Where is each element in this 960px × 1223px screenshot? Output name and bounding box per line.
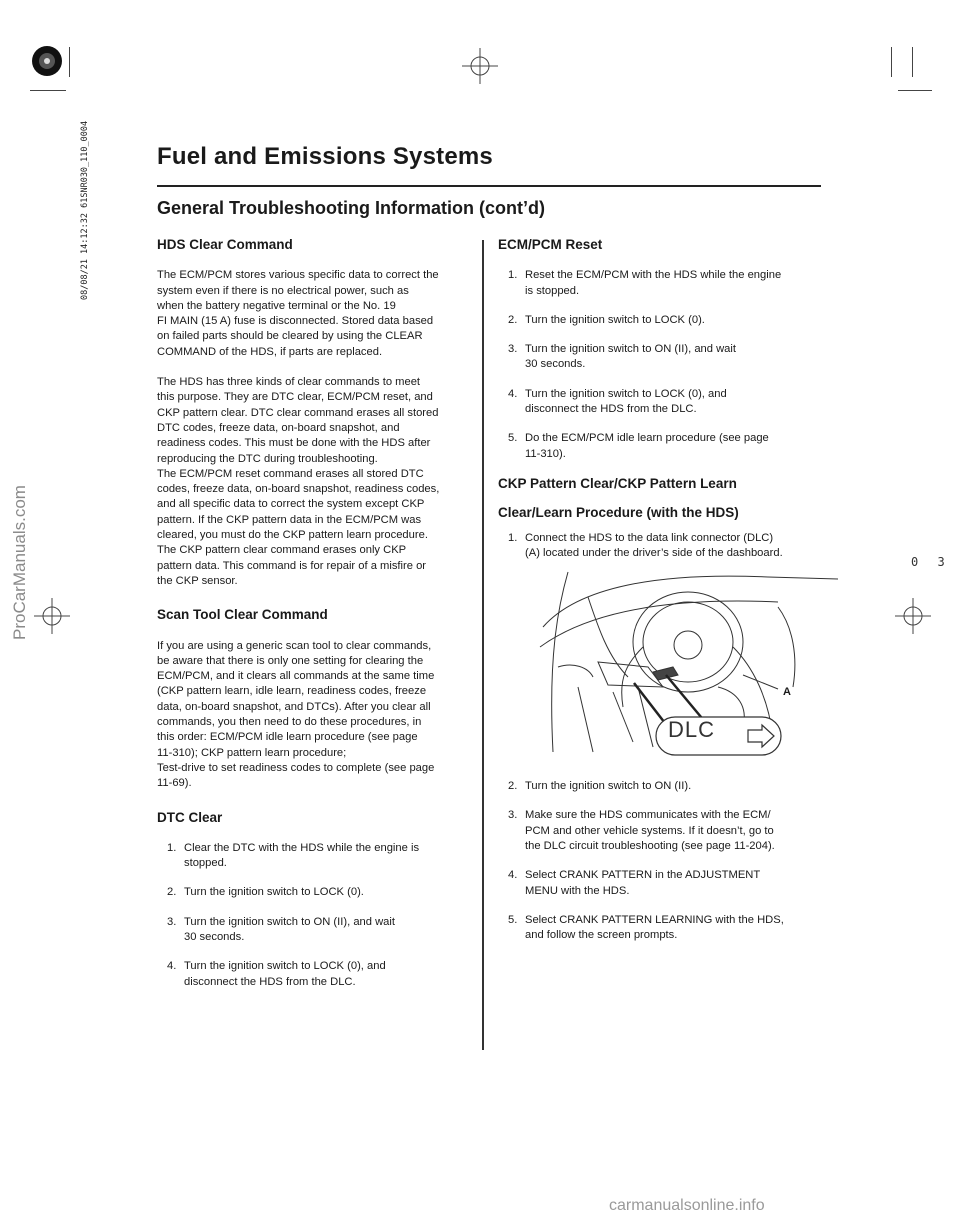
registration-crosshair-left bbox=[34, 598, 70, 634]
hds-clear-paragraph-1: The ECM/PCM stores various specific data to correct the system even if there is no electrical power, such as when the battery negative terminal or the No. 19 FI MAIN (15 A) fuse is disconnected. Stored data based on failed parts should be cleared by using the CLEAR COMMAND of the HDS, if parts are replaced. bbox=[157, 269, 439, 358]
dtc-clear-steps bbox=[167, 841, 472, 990]
list-item: 2. Turn the ignition switch to LOCK (0). bbox=[508, 313, 705, 326]
section-title: General Troubleshooting Information (cont’d) bbox=[157, 198, 545, 218]
registration-mark-top-left bbox=[30, 44, 64, 78]
crop-mark bbox=[912, 47, 913, 77]
registration-crosshair-right bbox=[895, 598, 931, 634]
list-item: 3. Turn the ignition switch to ON (II), and wait 30 seconds. bbox=[508, 343, 736, 371]
side-watermark: ProCarManuals.com bbox=[10, 485, 29, 640]
ckp-subheading: Clear/Learn Procedure (with the HDS) bbox=[498, 505, 739, 521]
list-item: 4. Turn the ignition switch to LOCK (0), and disconnect the HDS from the DLC. bbox=[508, 387, 727, 416]
dlc-label: DLC bbox=[668, 717, 716, 743]
list-item: 1. Reset the ECM/PCM with the HDS while the engine is stopped. bbox=[508, 269, 782, 297]
list-item: 5. Do the ECM/PCM idle learn procedure (see page 11-310). bbox=[508, 432, 769, 460]
hds-clear-paragraph-2: The HDS has three kinds of clear commands to meet this purpose. They are DTC clear, ECM/PCM reset, and CKP pattern clear. DTC clear command erases all stored DTC codes, freeze data, on-board snapshot, and readiness codes. This must be done with the HDS after reproducing the DTC during troubleshooting. The ECM/PCM reset command erases all stored DTC codes, freeze data, on-board snapshot, readiness codes, and all specific data to correct the system except CKP pattern. If the CKP pattern data in the ECM/PCM was cleared, you must do the CKP pattern learn procedure. The CKP pattern clear command erases only CKP pattern data. This command is for repair of a misfire or the CKP sensor. bbox=[157, 376, 440, 587]
bottom-watermark: carmanualsonline.info bbox=[609, 1197, 765, 1214]
header-rule bbox=[157, 185, 821, 187]
chapter-title: Fuel and Emissions Systems bbox=[157, 143, 493, 170]
ecm-reset-heading: ECM/PCM Reset bbox=[498, 237, 603, 252]
list-item: 1. Connect the HDS to the data link connector (DLC) (A) located under the driver’s side of the dashboard. bbox=[508, 531, 783, 559]
list-item: 1. Clear the DTC with the HDS while the engine is stopped. bbox=[167, 841, 420, 870]
scan-tool-heading: Scan Tool Clear Command bbox=[157, 607, 328, 623]
crop-mark bbox=[891, 47, 892, 77]
list-item: 3. Make sure the HDS communicates with the ECM/ PCM and other vehicle systems. If it doesn’t, go to the DLC circuit troubleshooting (see page 11-204). bbox=[508, 809, 775, 853]
list-item: 2. Turn the ignition switch to ON (II). bbox=[508, 780, 692, 793]
column-divider bbox=[482, 240, 484, 1050]
dtc-clear-heading: DTC Clear bbox=[157, 809, 223, 825]
hds-clear-heading: HDS Clear Command bbox=[157, 237, 293, 252]
ckp-steps bbox=[508, 779, 818, 943]
ckp-step-1 bbox=[508, 531, 818, 562]
registration-crosshair-top bbox=[462, 48, 498, 84]
crop-mark bbox=[30, 90, 66, 91]
dlc-callout-a: A bbox=[783, 686, 791, 699]
list-item: 4. Turn the ignition switch to LOCK (0), and disconnect the HDS from the DLC. bbox=[167, 960, 386, 988]
ecm-reset-steps bbox=[508, 268, 818, 462]
crop-mark bbox=[898, 90, 932, 91]
page-marker: 0 3 bbox=[911, 555, 951, 569]
list-item: 4. Select CRANK PATTERN in the ADJUSTMENT MENU with the HDS. bbox=[508, 869, 761, 897]
ckp-heading: CKP Pattern Clear/CKP Pattern Learn bbox=[498, 475, 737, 491]
left-column bbox=[157, 237, 472, 1004]
list-item: 2. Turn the ignition switch to LOCK (0). bbox=[167, 886, 364, 899]
scan-tool-paragraph: If you are using a generic scan tool to clear commands, be aware that there is only one setting for clearing the ECM/PCM, and it clears all commands at the same time (CKP pattern learn, idle learn, readiness codes, freeze data, on-board snapshot, and DTCs). After you clear all commands, you then need to do these procedures, in this order: ECM/PCM idle learn procedure (see page 11-310); CKP pattern learn procedure; Test-drive to set readiness codes to complete (see page 11-69). bbox=[157, 639, 435, 790]
dlc-location-figure bbox=[538, 567, 838, 757]
right-column bbox=[498, 237, 818, 958]
crop-mark bbox=[69, 47, 70, 77]
print-timestamp-stamp: 08/08/21 14:12:32 61SNR030_110_0004 bbox=[80, 120, 90, 300]
list-item: 5. Select CRANK PATTERN LEARNING with the HDS, and follow the screen prompts. bbox=[508, 913, 784, 942]
list-item: 3. Turn the ignition switch to ON (II), and wait 30 seconds. bbox=[167, 915, 395, 943]
